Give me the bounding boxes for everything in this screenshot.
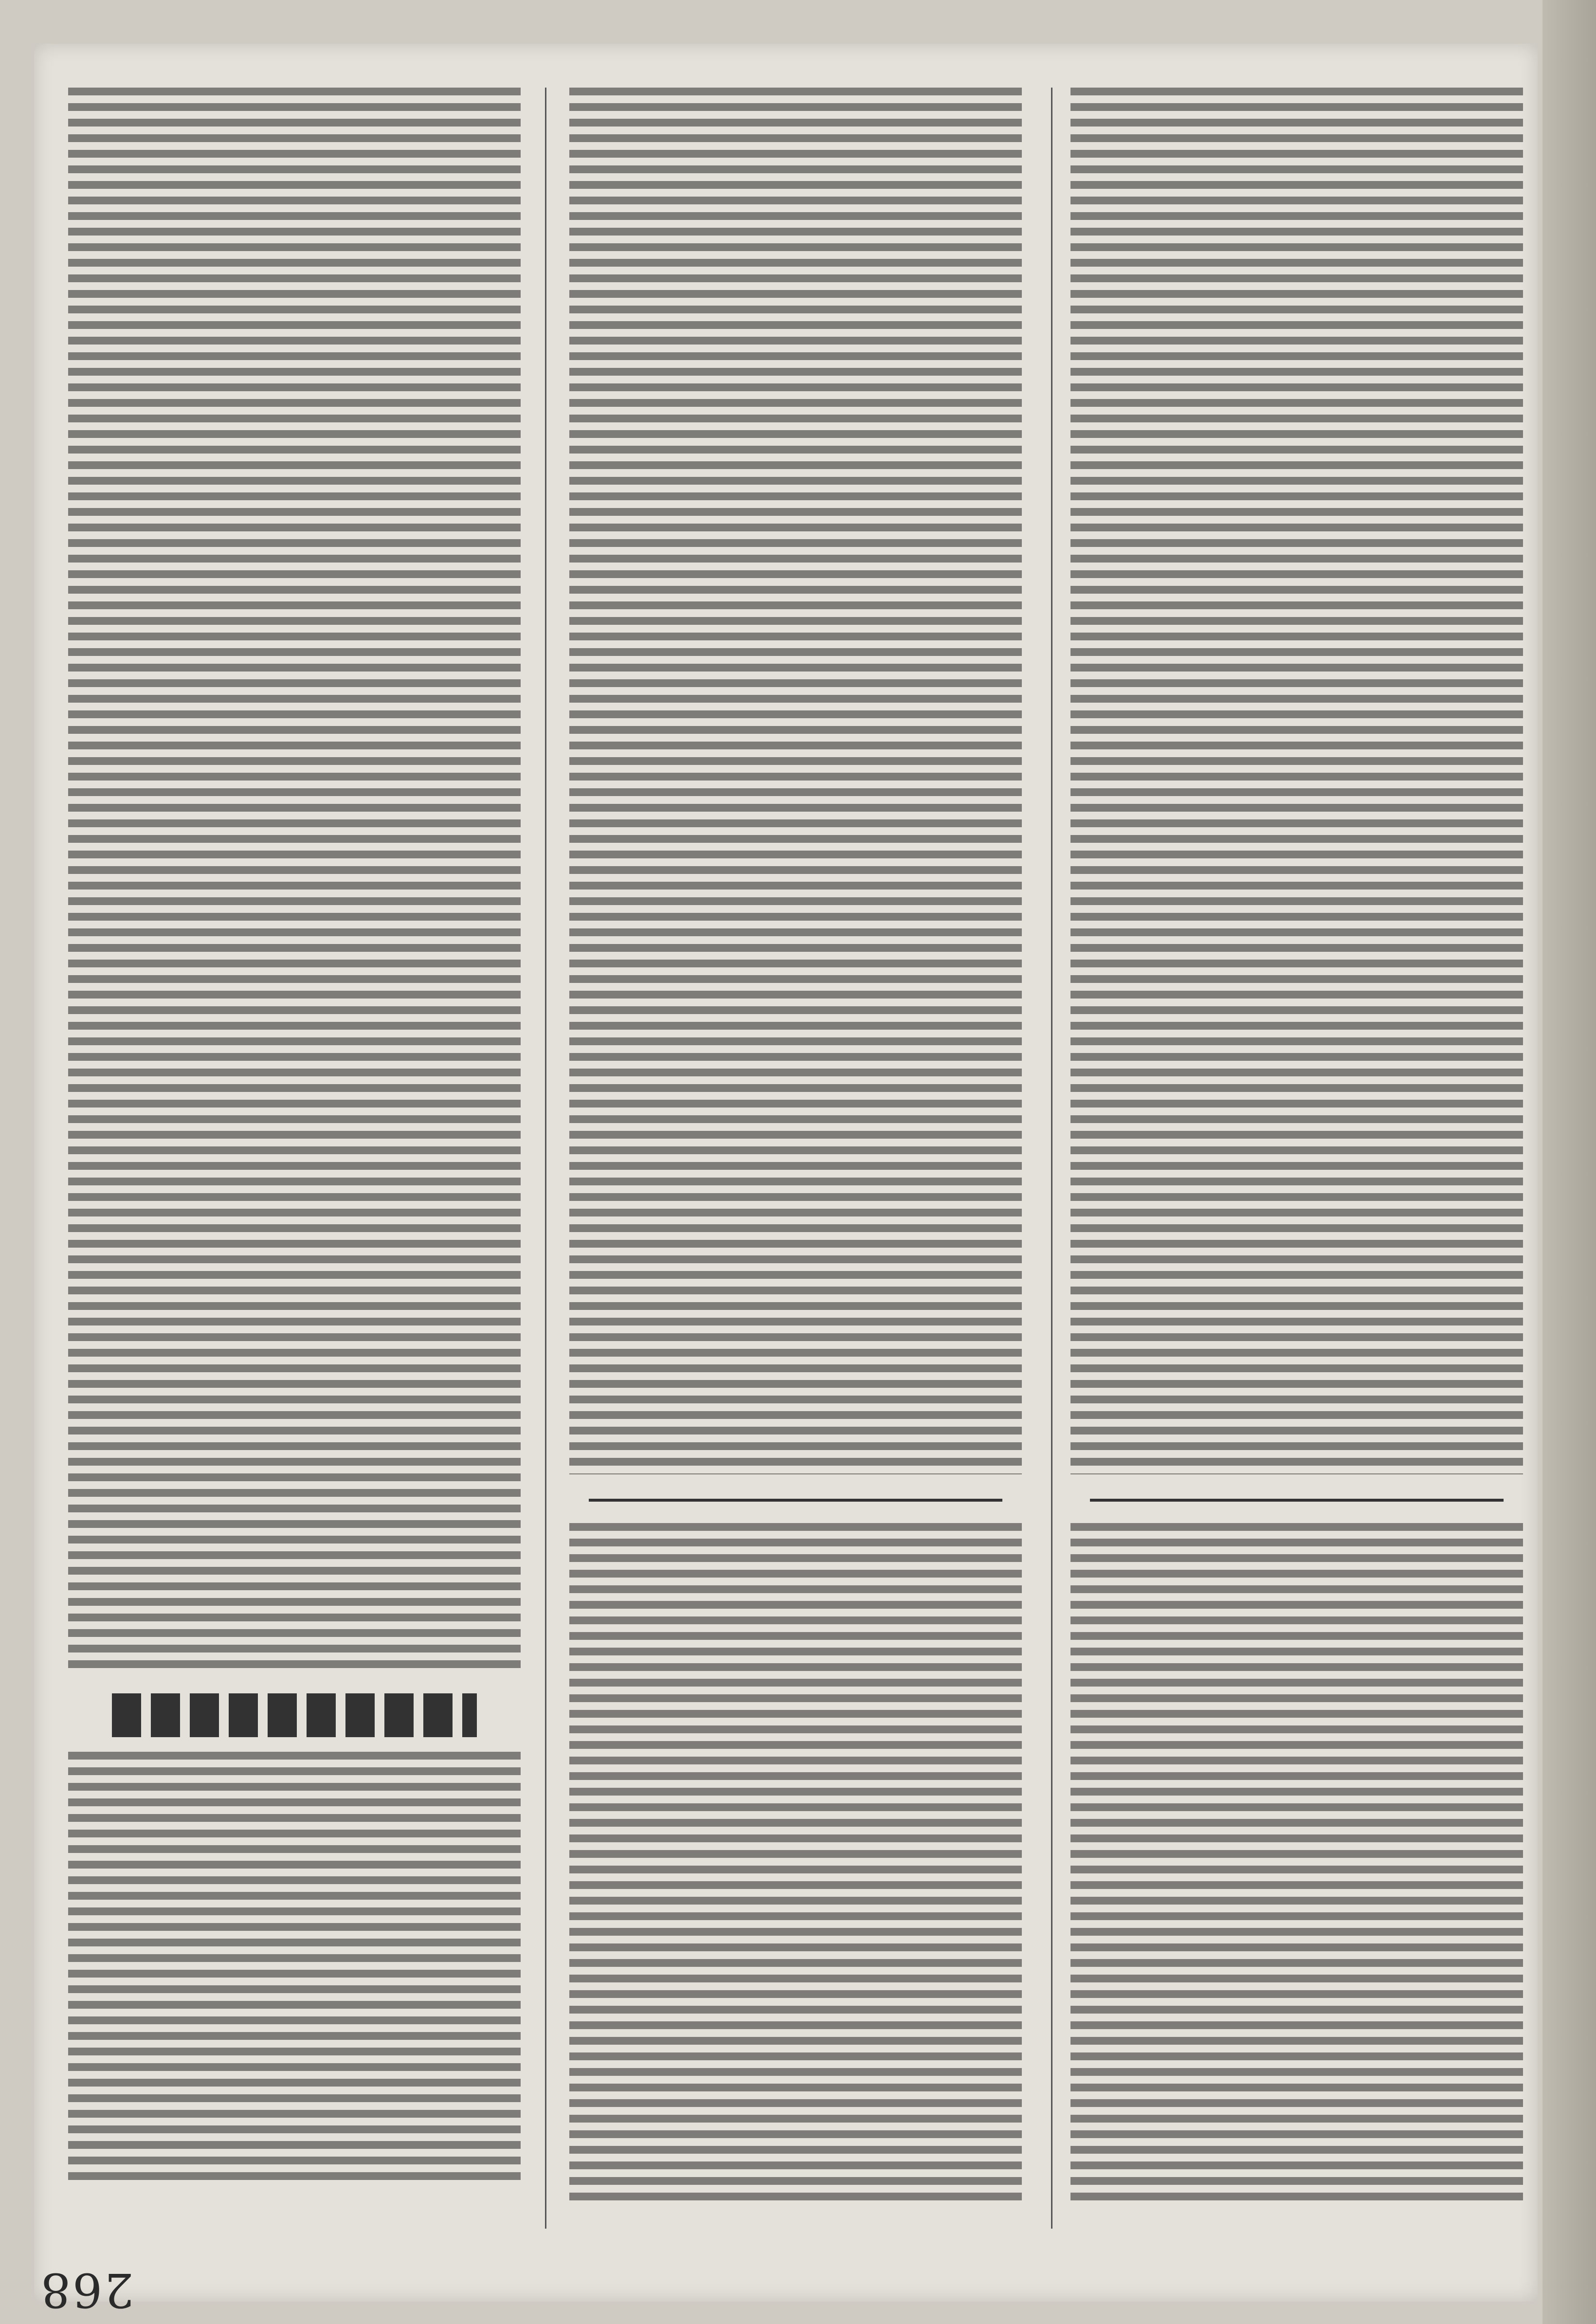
text-block [68, 1752, 521, 2180]
column-rule [1051, 88, 1052, 2229]
column-middle [569, 88, 1022, 2229]
text-block [569, 1523, 1022, 2204]
text-block [569, 88, 1022, 1474]
text-block [68, 88, 521, 1674]
column-left [68, 88, 521, 2229]
page-number: 268 [39, 2263, 134, 2317]
page-edge [1542, 0, 1596, 2324]
divider [589, 1499, 1002, 1502]
column-rule [545, 88, 546, 2229]
divider [1090, 1499, 1504, 1502]
section-heading [112, 1693, 477, 1737]
text-block [1070, 1523, 1523, 2204]
text-block [1070, 88, 1523, 1474]
column-right [1070, 88, 1523, 2229]
